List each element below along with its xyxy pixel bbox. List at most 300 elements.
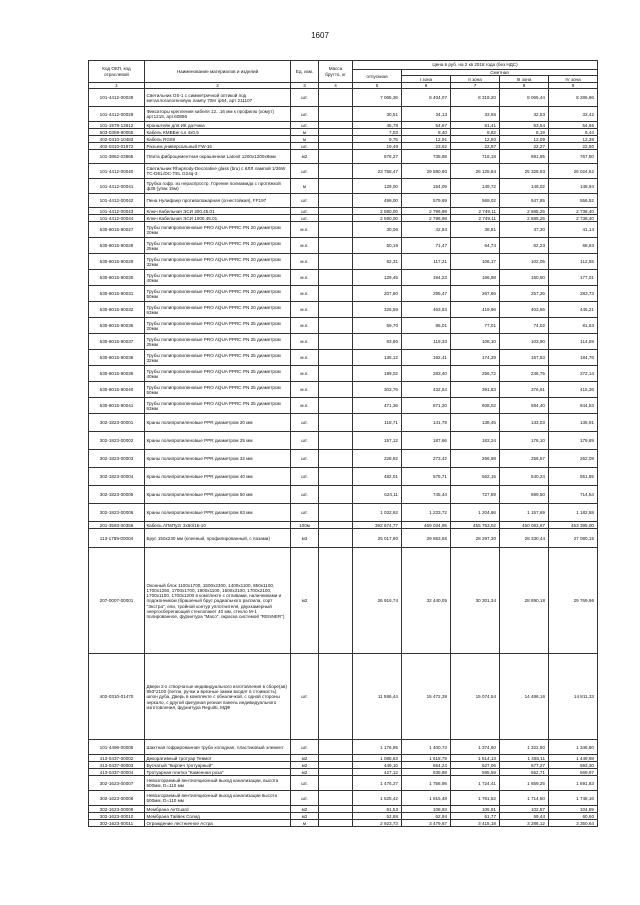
item-unit: шт.	[291, 776, 319, 791]
price-release: 199,02	[353, 366, 402, 382]
item-mass	[319, 334, 353, 350]
table-row	[89, 762, 598, 769]
item-mass	[319, 318, 353, 334]
column-number: 7	[451, 83, 500, 89]
price-zone-4: 644,53	[549, 398, 598, 414]
item-name: Трубы полипропиленовые PRO AQUA PPRC PN 20 диаметром 32мм	[145, 254, 291, 270]
item-code: 402-0310-10483	[89, 136, 145, 143]
item-name: Краны полипропиленовые PPR диаметром 63 мм	[145, 504, 291, 522]
item-unit: м.п.	[291, 318, 319, 334]
item-code: 302-1623-00007	[89, 776, 145, 791]
table-row	[89, 769, 598, 776]
item-mass	[319, 254, 353, 270]
table-row	[89, 334, 598, 350]
item-unit: шт.	[291, 414, 319, 432]
column-number: 9	[549, 83, 598, 89]
price-release: 25 017,60	[353, 529, 402, 548]
price-zone-3: 691,95	[500, 150, 549, 164]
price-zone-1: 671,20	[402, 398, 451, 414]
table-row	[89, 107, 598, 122]
item-unit: шт.	[291, 740, 319, 755]
price-zone-2: 727,89	[451, 486, 500, 504]
price-zone-3: 584,40	[500, 398, 549, 414]
item-unit: шт.	[291, 89, 319, 107]
price-zone-4: 179,89	[549, 432, 598, 450]
price-zone-3: 37,30	[500, 222, 549, 238]
price-zone-2: 266,98	[451, 450, 500, 468]
price-zone-2: 719,18	[451, 150, 500, 164]
item-unit: м.п.	[291, 334, 319, 350]
price-release: 2 580,00	[353, 208, 402, 215]
price-table-body	[89, 89, 598, 827]
item-code: 101-4412-00029	[89, 107, 145, 122]
price-release: 427,12	[353, 769, 402, 776]
price-zone-4: 68,63	[549, 238, 598, 254]
price-zone-1: 1 618,79	[402, 755, 451, 762]
price-zone-3: 167,53	[500, 350, 549, 366]
price-zone-2: 28 297,30	[451, 529, 500, 548]
item-code: 530-8015-90039	[89, 366, 145, 382]
item-name: Краны полипропиленовые PPR диаметром 32 мм	[145, 450, 291, 468]
price-zone-2: 2 749,11	[451, 208, 500, 215]
item-unit: м.п.	[291, 366, 319, 382]
price-release: 1 032,92	[353, 504, 402, 522]
item-code: 101-4412-00042	[89, 194, 145, 208]
price-zone-3: 552,71	[500, 769, 549, 776]
item-unit: м	[291, 179, 319, 194]
item-unit: 100м	[291, 522, 319, 529]
item-code: 113-1789-00004	[89, 529, 145, 548]
price-release: 83,80	[353, 334, 402, 350]
price-zone-1: 664,24	[402, 762, 451, 769]
table-row	[89, 122, 598, 129]
item-mass	[319, 791, 353, 806]
price-zone-2: 8 319,20	[451, 89, 500, 107]
item-name: Краны полипропиленовые PPR диаметром 50 мм	[145, 486, 291, 504]
price-zone-1: 34,13	[402, 107, 451, 122]
price-release: 129,00	[353, 179, 402, 194]
price-zone-3: 1 714,50	[500, 791, 549, 806]
price-zone-4: 1 182,58	[549, 504, 598, 522]
page-number: 1607	[311, 31, 329, 40]
price-release: 19,49	[353, 143, 402, 150]
item-code: 302-1623-00010	[89, 813, 145, 820]
item-mass	[319, 776, 353, 791]
price-release: 157,12	[353, 432, 402, 450]
price-zone-2: 595,59	[451, 769, 500, 776]
price-zone-4: 593,30	[549, 762, 598, 769]
table-row	[89, 302, 598, 318]
item-unit: м.п.	[291, 350, 319, 366]
price-zone-4: 2 738,40	[549, 208, 598, 215]
item-name: Трубы полипропиленовые PRO AQUA PPRC PN 25 диаметром 63мм	[145, 398, 291, 414]
price-release: 325,59	[353, 302, 402, 318]
price-zone-4: 135,91	[549, 414, 598, 432]
price-zone-2: 569,02	[451, 194, 500, 208]
item-mass	[319, 270, 353, 286]
item-code: 302-1623-00011	[89, 820, 145, 827]
item-mass	[319, 382, 353, 398]
item-mass	[319, 762, 353, 769]
price-release: 82,31	[353, 254, 402, 270]
item-code: 530-8015-90032	[89, 302, 145, 318]
column-number: 3	[291, 83, 319, 89]
item-mass	[319, 143, 353, 150]
table-row	[89, 548, 598, 654]
price-zone-4: 1 449,98	[549, 755, 598, 762]
item-unit: м.п.	[291, 270, 319, 286]
item-mass	[319, 150, 353, 164]
price-release: 9,75	[353, 136, 402, 143]
item-unit: м.п.	[291, 382, 319, 398]
price-release: 1 176,95	[353, 740, 402, 755]
table-row	[89, 450, 598, 468]
item-name: Невозгораемый вентиляционный выход канализации высота 500мм, D=110 мм	[145, 791, 291, 806]
item-unit: м2	[291, 755, 319, 762]
item-mass	[319, 302, 353, 318]
item-unit: м2	[291, 548, 319, 654]
table-row	[89, 270, 598, 286]
price-release: 1 085,63	[353, 755, 402, 762]
price-zone-1: 187,66	[402, 432, 451, 450]
item-unit: шт.	[291, 194, 319, 208]
price-zone-2: 64,74	[451, 238, 500, 254]
item-unit: м2	[291, 769, 319, 776]
price-zone-1: 2 796,98	[402, 215, 451, 222]
price-zone-1: 735,98	[402, 150, 451, 164]
table-row	[89, 136, 598, 143]
price-release: 11 586,44	[353, 654, 402, 740]
item-code: 530-8015-90027	[89, 222, 145, 238]
table-row	[89, 468, 598, 486]
item-unit: м3	[291, 529, 319, 548]
item-code: 402-0310-01470	[89, 654, 145, 740]
price-zone-3: 1 322,60	[500, 740, 549, 755]
price-zone-1: 32 440,05	[402, 548, 451, 654]
item-name: Ключ Кабельная ЭСИ 300.45.01	[145, 208, 291, 215]
price-zone-3: 102,87	[500, 806, 549, 813]
item-unit: м	[291, 129, 319, 136]
price-zone-1: 745,44	[402, 486, 451, 504]
price-zone-3: 28 890,18	[500, 548, 549, 654]
item-code: 530-8015-90038	[89, 350, 145, 366]
item-mass	[319, 136, 353, 143]
price-zone-3: 74,02	[500, 318, 549, 334]
item-unit: м.п.	[291, 222, 319, 238]
item-mass	[319, 755, 353, 762]
price-zone-2: 419,96	[451, 302, 500, 318]
price-zone-4: 54,66	[549, 122, 598, 129]
price-zone-4: 12,36	[549, 136, 598, 143]
item-mass	[319, 398, 353, 414]
price-zone-4: 184,76	[549, 350, 598, 366]
item-unit: м.п.	[291, 286, 319, 302]
price-zone-1: 15 472,39	[402, 654, 451, 740]
price-zone-3: 256,57	[500, 450, 549, 468]
price-zone-1: 192,41	[402, 350, 451, 366]
price-zone-2: 1 781,52	[451, 791, 500, 806]
item-code: 101-4412-00044	[89, 215, 145, 222]
price-zone-1: 23,62	[402, 143, 451, 150]
item-mass	[319, 286, 353, 302]
table-row	[89, 194, 598, 208]
price-zone-4: 148,94	[549, 179, 598, 194]
item-name: Трубы полипропиленовые PRO AQUA PPRC PN 20 диаметром 40мм	[145, 270, 291, 286]
price-zone-3: 59,44	[500, 813, 549, 820]
price-zone-2: 256,72	[451, 366, 500, 382]
header-zone-3: III зона	[500, 76, 549, 83]
item-name: Трубы полипропиленовые PRO AQUA PPRC PN 25 диаметром 25мм	[145, 334, 291, 350]
price-release: 482,01	[353, 468, 402, 486]
price-zone-1: 432,54	[402, 382, 451, 398]
price-zone-2: 77,01	[451, 318, 500, 334]
item-mass	[319, 468, 353, 486]
price-zone-4: 41,14	[549, 222, 598, 238]
price-release: 624,11	[353, 486, 402, 504]
price-zone-2: 108,10	[451, 334, 500, 350]
price-zone-4: 29 769,96	[549, 548, 598, 654]
item-code: 101-4412-00043	[89, 208, 145, 215]
price-zone-2: 106,17	[451, 254, 500, 270]
price-zone-1: 575,71	[402, 468, 451, 486]
price-zone-4: 112,55	[549, 254, 598, 270]
item-unit: м	[291, 136, 319, 143]
price-zone-1: 283,40	[402, 366, 451, 382]
price-zone-3: 22,27	[500, 143, 549, 150]
item-code: 302-1823-00002	[89, 432, 145, 450]
item-mass	[319, 208, 353, 215]
table-row	[89, 143, 598, 150]
price-zone-3: 257,26	[500, 286, 549, 302]
item-name: Трубка гофр. из нераспростр. Горения полиамида с протяжкой ф38 (упак 15м)	[145, 179, 291, 194]
header-zone-4: IV зона	[549, 76, 598, 83]
price-zone-2: 149,72	[451, 179, 500, 194]
item-unit: шт.	[291, 122, 319, 129]
price-zone-2: 51,41	[451, 122, 500, 129]
item-name: Ключ Кабельная ЭСИ 1000.45.01	[145, 215, 291, 222]
header-unit: Ед. изм.	[291, 61, 319, 83]
item-mass	[319, 486, 353, 504]
price-zone-1: 1 756,98	[402, 776, 451, 791]
table-row	[89, 504, 598, 522]
item-name: Краны полипропиленовые PPR диаметром 20 мм	[145, 414, 291, 432]
item-unit: шт.	[291, 208, 319, 215]
item-mass	[319, 122, 353, 129]
item-mass	[319, 654, 353, 740]
header-mass: Масса брутто, кг	[319, 61, 353, 83]
price-release: 7 065,36	[353, 89, 402, 107]
table-row	[89, 740, 598, 755]
item-code: 530-8015-90037	[89, 334, 145, 350]
item-mass	[319, 350, 353, 366]
price-zone-4: 26 024,62	[549, 164, 598, 179]
price-zone-2: 562,15	[451, 468, 500, 486]
item-mass	[319, 414, 353, 432]
item-code: 413-0437-00002	[89, 755, 145, 762]
price-zone-1: 184,23	[402, 270, 451, 286]
price-zone-2: 267,66	[451, 286, 500, 302]
price-zone-3: 2 685,25	[500, 208, 549, 215]
item-mass	[319, 164, 353, 179]
price-zone-4: 114,59	[549, 334, 598, 350]
price-zone-3: 540,24	[500, 468, 549, 486]
item-code: 402-0310-01972	[89, 143, 145, 150]
price-zone-3: 403,66	[500, 302, 549, 318]
price-zone-3: 25 328,93	[500, 164, 549, 179]
item-code: 530-8015-90031	[89, 286, 145, 302]
price-zone-1: 3 479,67	[402, 820, 451, 827]
price-zone-4: 104,89	[549, 806, 598, 813]
price-zone-3: 1 659,25	[500, 776, 549, 791]
item-name: Двери 2-х створчатые индивидуального изготовления в сборе(ав) 850*2100 (петли, ручки и врезные замки входят в стоимость) шпон дуба. Дверь в комплекте с обналичкой, с одной стороны зеркало, с другой фигурная резная панель индивидуального изготовления, фурнитура Reguitti, МДФ	[145, 654, 291, 740]
table-row	[89, 222, 598, 238]
price-zone-3: 133,03	[500, 414, 549, 432]
item-code: 530-8015-90041	[89, 398, 145, 414]
column-number: 6	[402, 83, 451, 89]
item-name: Трубы полипропиленовые PRO AQUA PPRC PN 25 диаметром 32мм	[145, 350, 291, 366]
header-release-price: отпускная	[353, 70, 402, 83]
price-release: 449,10	[353, 762, 402, 769]
item-name: Кабель АПвПу2г 3х50/16-10	[145, 522, 291, 529]
price-zone-3: 176,10	[500, 432, 549, 450]
price-release: 129,45	[353, 270, 402, 286]
price-release: 2 590,00	[353, 215, 402, 222]
price-table	[88, 60, 598, 827]
price-zone-1: 469 034,95	[402, 522, 451, 529]
price-zone-4: 569,97	[549, 769, 598, 776]
price-zone-2: 166,98	[451, 270, 500, 286]
price-zone-1: 154,09	[402, 179, 451, 194]
price-zone-3: 12,09	[500, 136, 549, 143]
item-name: Трубы полипропиленовые PRO AQUA PPRC PN 25 диаметром 40мм	[145, 366, 291, 382]
table-row	[89, 755, 598, 762]
table-row	[89, 791, 598, 806]
price-zone-1: 579,69	[402, 194, 451, 208]
price-zone-1: 295,47	[402, 286, 451, 302]
price-release: 23 758,47	[353, 164, 402, 179]
item-name: Краны полипропиленовые PPR диаметром 25 мм	[145, 432, 291, 450]
column-number: 4	[319, 83, 353, 89]
price-zone-4: 272,14	[549, 366, 598, 382]
price-zone-3: 14 486,16	[500, 654, 549, 740]
price-release: 576,27	[353, 150, 402, 164]
item-mass	[319, 450, 353, 468]
item-code: 503-0359-90055	[89, 129, 145, 136]
item-mass	[319, 366, 353, 382]
price-zone-4: 1 346,80	[549, 740, 598, 755]
price-zone-3: 376,61	[500, 382, 549, 398]
price-zone-4: 8,44	[549, 129, 598, 136]
price-zone-3: 148,02	[500, 179, 549, 194]
table-row	[89, 89, 598, 107]
price-zone-4: 22,50	[549, 143, 598, 150]
price-zone-3: 1 465,11	[500, 755, 549, 762]
item-name: Кабель RG59	[145, 136, 291, 143]
item-name: Тротуарная плитка "Каменная роза"	[145, 769, 291, 776]
table-row	[89, 522, 598, 529]
price-release: 303,76	[353, 382, 402, 398]
column-number: 5	[353, 83, 402, 89]
price-zone-1: 463,63	[402, 302, 451, 318]
price-zone-2: 391,83	[451, 382, 500, 398]
price-zone-2: 608,02	[451, 398, 500, 414]
item-code: 101-4412-00028	[89, 89, 145, 107]
item-code: 302-1623-00009	[89, 806, 145, 813]
item-code: 413-0437-00004	[89, 769, 145, 776]
price-zone-1: 108,93	[402, 806, 451, 813]
price-zone-4: 453 395,00	[549, 522, 598, 529]
header-zone-1: I зона	[402, 76, 451, 83]
price-zone-1: 1 400,73	[402, 740, 451, 755]
price-zone-3: 160,50	[500, 270, 549, 286]
price-release: 1 525,42	[353, 791, 402, 806]
price-zone-4: 81,63	[549, 318, 598, 334]
price-zone-2: 1 374,60	[451, 740, 500, 755]
price-zone-3: 547,85	[500, 194, 549, 208]
price-zone-1: 54,67	[402, 122, 451, 129]
item-unit: шт.	[291, 215, 319, 222]
price-release: 50,19	[353, 238, 402, 254]
price-zone-4: 8 286,96	[549, 89, 598, 107]
price-zone-4: 445,21	[549, 302, 598, 318]
table-row	[89, 382, 598, 398]
item-name: Брус 150х230 мм (клееный, профилированный, с пазами)	[145, 529, 291, 548]
item-name: Разъем универсальный FW-16	[145, 143, 291, 150]
item-code: 302-1823-00001	[89, 414, 145, 432]
item-unit: м.п.	[291, 398, 319, 414]
item-code: 101-4496-00005	[89, 740, 145, 755]
price-zone-1: 273,42	[402, 450, 451, 468]
price-zone-4: 283,73	[549, 286, 598, 302]
item-mass	[319, 432, 353, 450]
price-release: 59,70	[353, 318, 402, 334]
price-release: 30,51	[353, 107, 402, 122]
table-row	[89, 529, 598, 548]
price-zone-1: 117,21	[402, 254, 451, 270]
item-unit: м2	[291, 813, 319, 820]
item-mass	[319, 806, 353, 813]
price-zone-3: 577,27	[500, 762, 549, 769]
item-code: 530-8015-90030	[89, 270, 145, 286]
item-code: 530-8015-90028	[89, 238, 145, 254]
column-number: 2	[145, 83, 291, 89]
item-unit: м	[291, 820, 319, 827]
price-release: 2 923,73	[353, 820, 402, 827]
price-release: 207,50	[353, 286, 402, 302]
item-code: 530-8015-90036	[89, 318, 145, 334]
price-zone-2: 106,91	[451, 806, 500, 813]
table-row	[89, 286, 598, 302]
item-name: Мембрана AirGuard	[145, 806, 291, 813]
item-mass	[319, 522, 353, 529]
price-zone-2: 1 514,13	[451, 755, 500, 762]
price-release: 30,06	[353, 222, 402, 238]
item-unit: м.п.	[291, 254, 319, 270]
item-code: 302-1823-00005	[89, 486, 145, 504]
table-row	[89, 432, 598, 450]
price-zone-1: 119,33	[402, 334, 451, 350]
item-unit: шт.	[291, 504, 319, 522]
price-zone-1: 1 815,48	[402, 791, 451, 806]
item-code: 101-4412-00041	[89, 179, 145, 194]
item-mass	[319, 813, 353, 820]
item-name: Ограждение лестничное Астра	[145, 820, 291, 827]
item-name: Трубы полипропиленовые PRO AQUA PPRC PN 20 диаметром 20мм	[145, 222, 291, 238]
price-release: 7,03	[353, 129, 402, 136]
item-name: Декоративный тротуар Тевмот	[145, 755, 291, 762]
price-zone-2: 22,97	[451, 143, 500, 150]
table-row	[89, 179, 598, 194]
